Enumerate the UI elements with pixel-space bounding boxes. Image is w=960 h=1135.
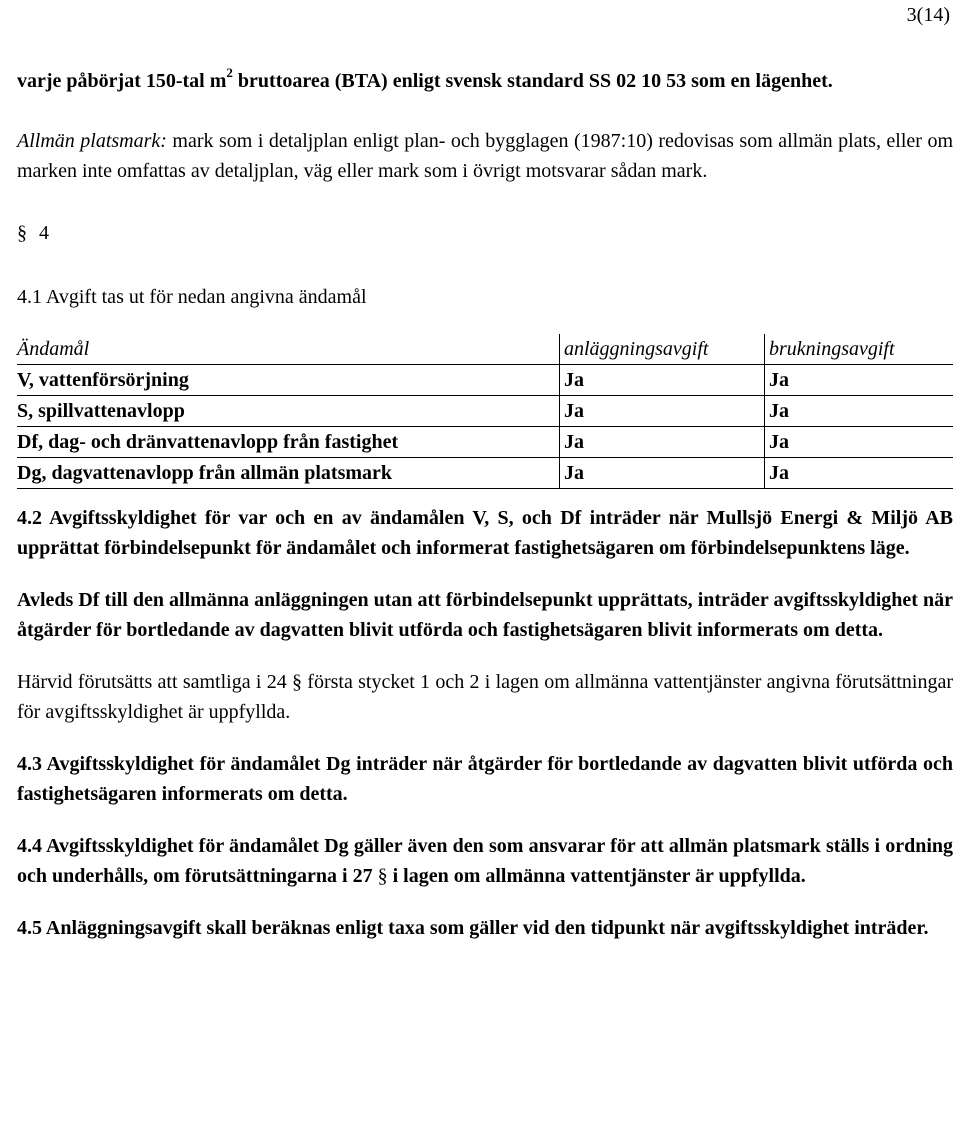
intro-text-rest: bruttoarea (BTA) enligt svensk standard SS 02 10 53 som en lägenhet. [232,70,833,92]
table-row [17,365,953,396]
table-row [17,396,953,427]
table-row [17,427,953,458]
row-connection-fee: Ja [560,396,765,427]
row-purpose: Df, dag- och dränvattenavlopp från fastighet [17,427,560,458]
row-usage-fee: Ja [765,458,954,489]
section-mark: § [377,865,388,887]
section-mark: § [292,671,302,693]
harvid-text: Härvid förutsätts att samtliga i 24 [17,671,292,693]
table-row [17,458,953,489]
row-connection-fee: Ja [560,365,765,396]
fee-table [17,334,953,489]
row-purpose: Dg, dagvattenavlopp från allmän platsmark [17,458,560,489]
paragraph-harvid [17,667,953,727]
paragraph-4-4 [17,831,953,891]
section-heading [17,218,953,248]
para-4-4-text-rest: i lagen om allmänna vattentjänster är uppfyllda. [387,865,806,887]
paragraph-df: Avleds Df till den allmänna anläggningen utan att förbindelsepunkt upprättats, inträder avgiftsskyldighet när åtgärder för bortledande av dagvatten blivit utförda och fastighetsägaren blivit informerats om detta. [17,589,953,641]
definition-paragraph [17,126,953,186]
definition-term: Allmän platsmark: [17,130,167,152]
definition-text: mark som i detaljplan enligt plan- och bygglagen (1987:10) redovisas som allmän plats, eller om marken inte omfattas av detaljplan, väg eller mark som i övrigt motsvarar sådan mark. [17,130,954,182]
section-mark: § [17,222,27,244]
paragraph-4-5: 4.5 Anläggningsavgift skall beräknas enligt taxa som gäller vid den tidpunkt när avgiftsskyldighet inträder. [17,917,929,939]
paragraph-4-3: 4.3 Avgiftsskyldighet för ändamålet Dg inträder när åtgärder för bortledande av dagvatten blivit utförda och fastighetsägaren informerats om detta. [17,753,953,805]
heading-4-1: 4.1 Avgift tas ut för nedan angivna ändamål [17,286,367,308]
paragraph-4-2: 4.2 Avgiftsskyldighet för var och en av ändamålen V, S, och Df inträder när Mullsjö Energi & Miljö AB upprättat förbindelsepunkt för ändamålet och informerat fastighetsägaren om förbindelsepunktens läge. [17,507,953,559]
header-purpose: Ändamål [17,334,560,365]
row-connection-fee: Ja [560,458,765,489]
harvid-text-rest: första stycket 1 och 2 i lagen om allmänna vattentjänster angivna förutsättningar för avgiftsskyldighet är uppfyllda. [17,671,954,723]
table-header-row [17,334,953,365]
header-usage-fee: brukningsavgift [765,334,954,365]
row-purpose: S, spillvattenavlopp [17,396,560,427]
intro-paragraph [17,66,953,96]
header-connection-fee: anläggningsavgift [560,334,765,365]
intro-text: varje påbörjat 150-tal m [17,70,227,92]
row-usage-fee: Ja [765,365,954,396]
row-usage-fee: Ja [765,427,954,458]
document-body [17,66,953,943]
row-purpose: V, vattenförsörjning [17,365,560,396]
row-usage-fee: Ja [765,396,954,427]
section-number: 4 [39,222,49,244]
para-4-4-text: 4.4 Avgiftsskyldighet för ändamålet Dg gäller även den som ansvarar för att allmän platsmark ställs i ordning och underhålls, om förutsättningarna i 27 [17,835,953,887]
row-connection-fee: Ja [560,427,765,458]
page-number: 3(14) [906,4,950,26]
superscript: 2 [226,65,233,81]
